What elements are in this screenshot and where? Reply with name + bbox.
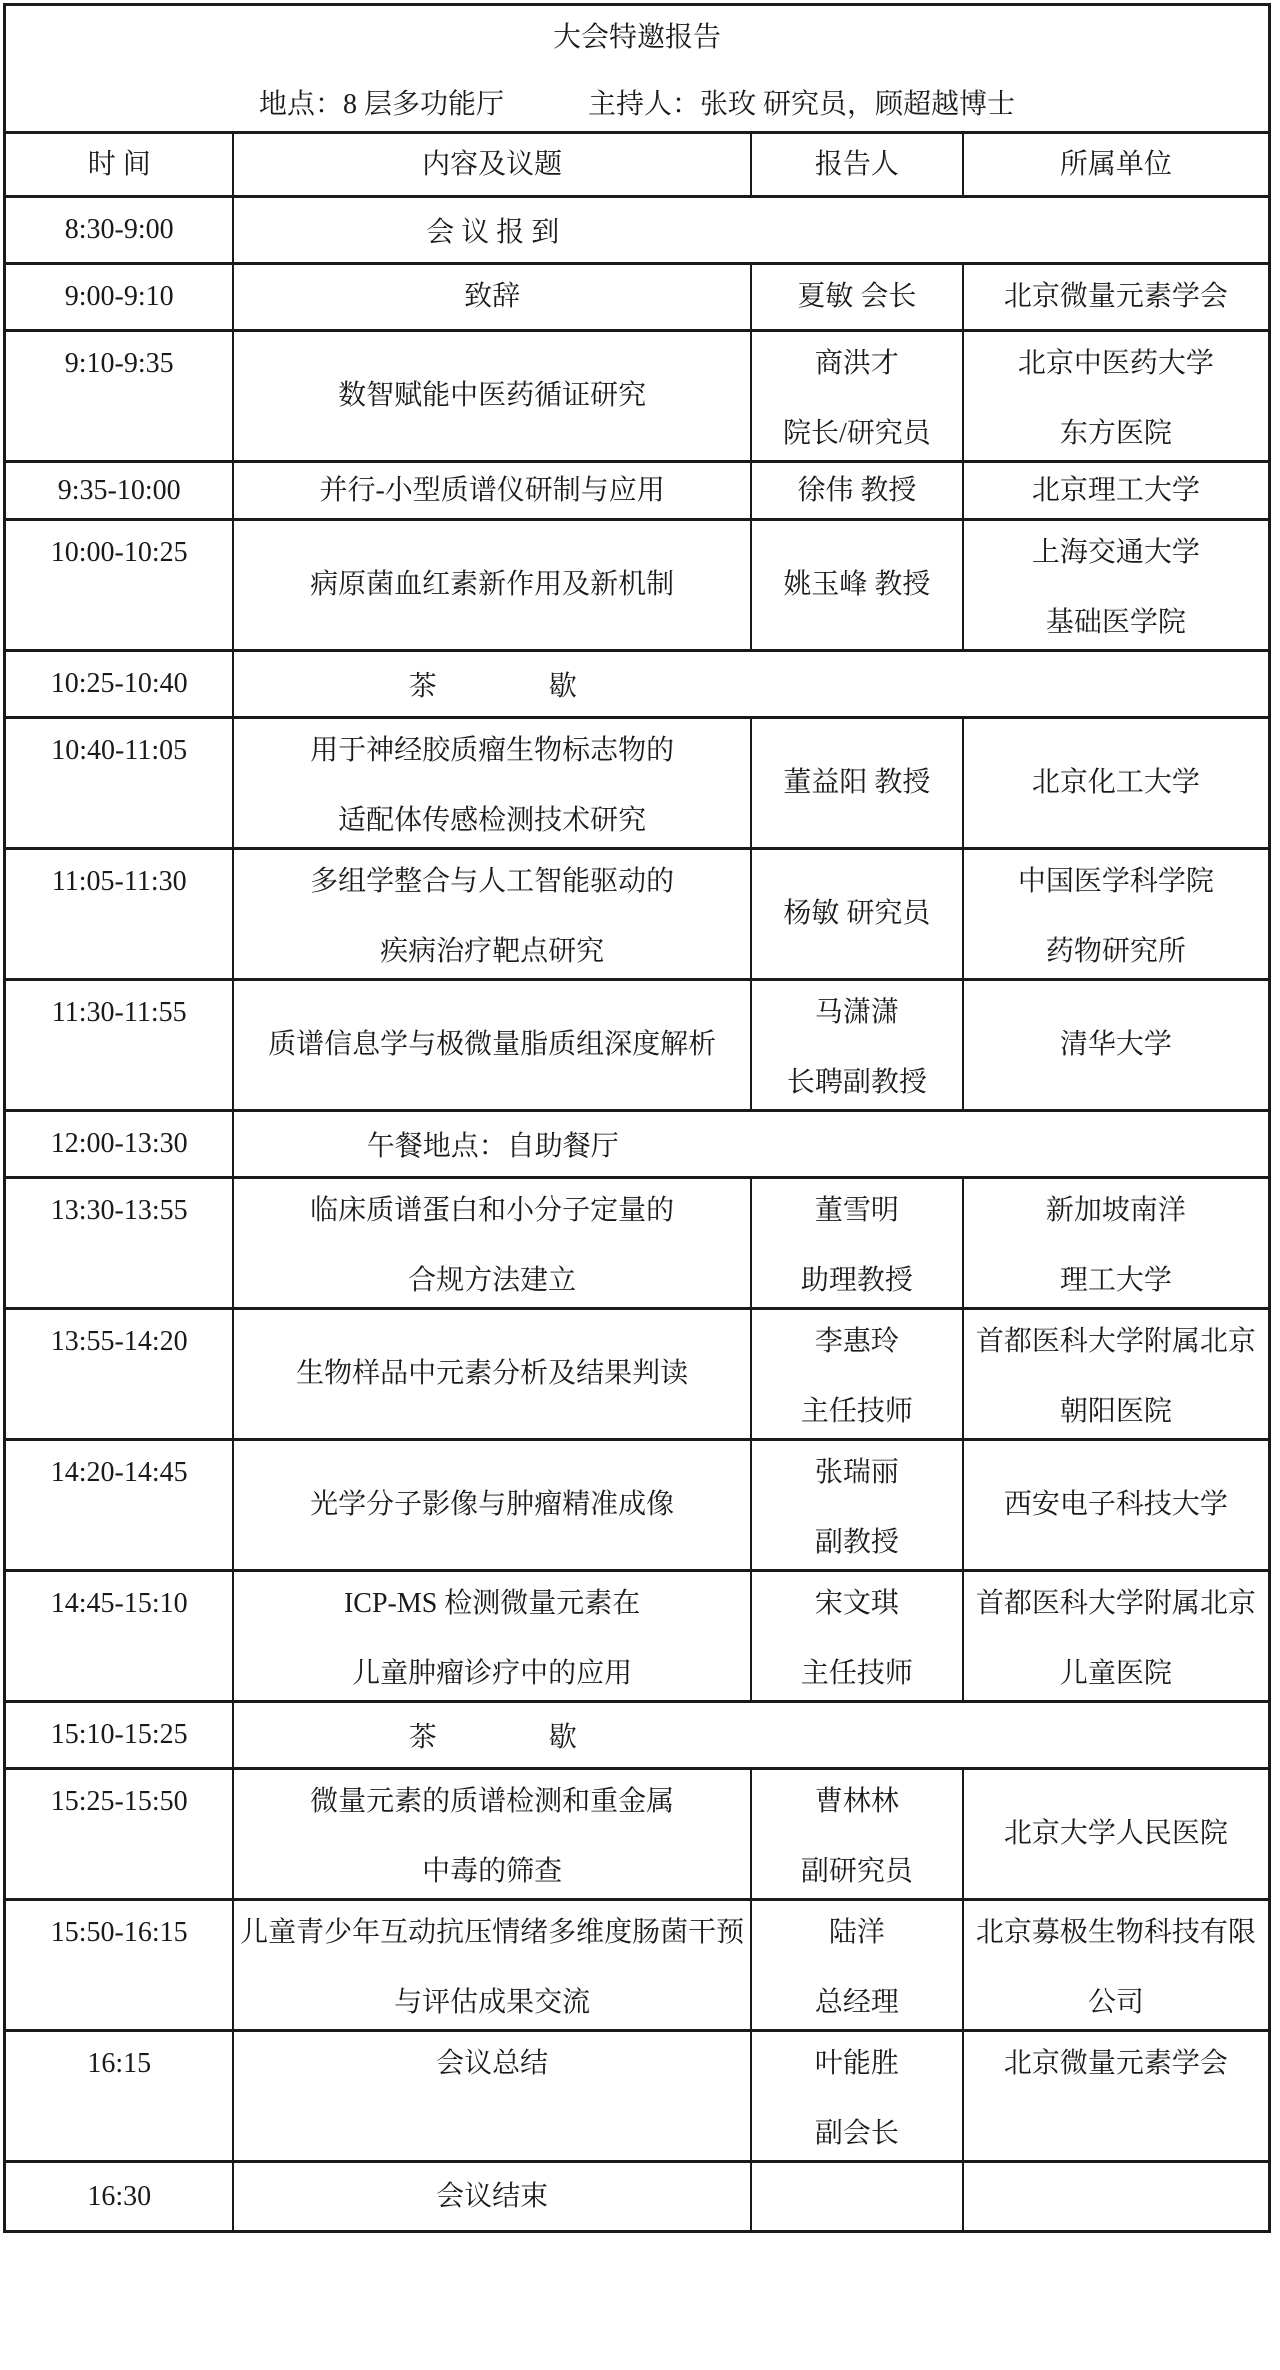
cell-line: 董雪明: [814, 1195, 899, 1226]
cell-line: 13:30-13:55: [50, 1195, 188, 1226]
cell-line: [116, 2118, 123, 2150]
topic-cell: [234, 981, 751, 1109]
cell-line: 合规方法建立: [408, 1265, 577, 1296]
time-cell: [6, 1441, 234, 1569]
speaker-cell: [752, 1572, 964, 1700]
cell-line: 13:55-14:20: [50, 1326, 188, 1357]
cell-line: 10:40-11:05: [51, 735, 188, 766]
cell-line: [116, 1987, 123, 2019]
table-row: [6, 719, 1268, 850]
topic-cell: [234, 850, 751, 978]
cell-line: [116, 607, 123, 639]
time-cell: [6, 652, 234, 716]
cell-line: 徐伟 教授: [797, 474, 917, 506]
cell-line: 儿童青少年互动抗压情绪多维度肠菌干预: [240, 1917, 745, 1948]
affiliation-cell: [964, 2163, 1268, 2230]
speaker-cell: [752, 521, 964, 649]
cell-line: 14:20-14:45: [50, 1457, 188, 1488]
time-cell: [6, 1179, 234, 1307]
table-row: [6, 1901, 1268, 2032]
time-cell: [6, 2163, 234, 2230]
cell-line: 理工大学: [1059, 1265, 1172, 1296]
header-topic-label: 内容及议题: [422, 148, 563, 180]
topic-cell: [234, 265, 751, 329]
cell-line: 北京微量元素学会: [1003, 2048, 1228, 2079]
speaker-cell: [752, 1179, 964, 1307]
cell-line: 宋文琪: [814, 1588, 899, 1619]
time-cell: [6, 198, 234, 262]
title-cell: [6, 6, 1268, 131]
cell-line: 院长/研究员: [782, 418, 931, 449]
speaker-cell: [752, 1441, 964, 1569]
affiliation-cell: [964, 332, 1268, 460]
table-row: [6, 1179, 1268, 1310]
cell-line: 商洪才: [814, 348, 899, 379]
affiliation-cell: [964, 521, 1268, 649]
cell-line: 致辞: [464, 281, 521, 312]
table-row: [6, 198, 1268, 265]
topic-cell: [234, 1441, 751, 1569]
cell-line: 病原菌血红素新作用及新机制: [310, 569, 675, 600]
topic-cell: [234, 719, 751, 847]
topic-cell: [234, 1572, 751, 1700]
cell-line: 北京理工大学: [1031, 474, 1200, 506]
affiliation-cell: [964, 1572, 1268, 1700]
topic-cell: [234, 2032, 751, 2160]
time-cell: [6, 521, 234, 649]
cell-line: 副会长: [814, 2118, 899, 2149]
speaker-cell: [752, 850, 964, 978]
cell-line: 北京中医药大学: [1017, 348, 1214, 379]
cell-line: 总经理: [814, 1987, 899, 2018]
cell-line: 长聘副教授: [786, 1067, 927, 1098]
cell-line: 疾病治疗靶点研究: [380, 936, 605, 967]
cell-line: 新加坡南洋: [1045, 1195, 1186, 1226]
speaker-cell: [752, 719, 964, 847]
merged-cell-text: 茶 歇: [408, 1722, 577, 1753]
time-cell: [6, 850, 234, 978]
affiliation-cell: [964, 719, 1268, 847]
cell-line: [116, 1658, 123, 1690]
cell-line: [116, 936, 123, 968]
cell-line: 微量元素的质谱检测和重金属: [310, 1786, 675, 1817]
cell-line: 西安电子科技大学: [1003, 1489, 1228, 1520]
cell-line: 清华大学: [1059, 1029, 1172, 1060]
table-row: [6, 1572, 1268, 1703]
speaker-cell: [752, 463, 964, 518]
cell-line: 并行-小型质谱仪研制与应用: [319, 474, 665, 506]
cell-line: 东方医院: [1059, 418, 1172, 449]
time-cell: [6, 981, 234, 1109]
cell-line: [489, 2118, 496, 2150]
cell-line: 中国医学科学院: [1017, 866, 1214, 897]
cell-line: 会议结束: [436, 2180, 549, 2212]
cell-line: 15:10-15:25: [50, 1719, 188, 1750]
cell-line: 李惠玲: [814, 1326, 899, 1357]
cell-line: 10:00-10:25: [50, 537, 188, 568]
cell-line: 北京募极生物科技有限: [975, 1917, 1256, 1948]
cell-line: 11:30-11:55: [51, 997, 187, 1028]
cell-line: 生物样品中元素分析及结果判读: [296, 1358, 689, 1389]
cell-line: 9:00-9:10: [64, 281, 174, 312]
cell-line: 8:30-9:00: [64, 214, 174, 245]
conference-schedule-table: [3, 3, 1271, 2233]
cell-line: 数智赋能中医药循证研究: [338, 380, 647, 411]
cell-line: 朝阳医院: [1059, 1396, 1172, 1427]
bottom-whitespace: [0, 2233, 1280, 2313]
speaker-cell: [752, 1310, 964, 1438]
topic-cell: [234, 1901, 751, 2029]
cell-line: 12:00-13:30: [50, 1128, 188, 1159]
affiliation-cell: [964, 2032, 1268, 2160]
table-row: [6, 1441, 1268, 1572]
cell-line: [116, 1856, 123, 1888]
cell-line: 9:35-10:00: [57, 474, 181, 506]
cell-line: 11:05-11:30: [51, 866, 187, 897]
speaker-cell: [752, 2163, 964, 2230]
cell-line: 北京化工大学: [1031, 767, 1200, 798]
schedule-rows: [6, 198, 1268, 2230]
cell-line: 光学分子影像与肿瘤精准成像: [310, 1489, 675, 1520]
header-affiliation-label: 所属单位: [1059, 148, 1172, 180]
cell-line: 用于神经胶质瘤生物标志物的: [310, 735, 675, 766]
merged-cell: [234, 1703, 1268, 1767]
affiliation-cell: [964, 1901, 1268, 2029]
merged-cell: [234, 652, 1268, 716]
table-row: [6, 981, 1268, 1112]
cell-line: 副研究员: [800, 1856, 913, 1887]
header-affiliation: [964, 134, 1268, 195]
cell-line: 15:50-16:15: [50, 1917, 188, 1948]
topic-cell: [234, 1179, 751, 1307]
cell-line: 药物研究所: [1045, 936, 1186, 967]
header-time: [6, 134, 234, 195]
cell-line: 曹林林: [814, 1786, 899, 1817]
cell-line: 北京微量元素学会: [1003, 281, 1228, 312]
table-row: [6, 1112, 1268, 1179]
time-cell: [6, 1310, 234, 1438]
affiliation-cell: [964, 463, 1268, 518]
merged-cell-text: 午餐地点：自助餐厅: [366, 1131, 619, 1162]
affiliation-cell: [964, 265, 1268, 329]
header-speaker-label: 报告人: [814, 148, 899, 180]
merged-cell-text: 茶 歇: [408, 671, 577, 702]
table-row: [6, 652, 1268, 719]
cell-line: 16:30: [87, 2180, 152, 2212]
time-cell: [6, 1770, 234, 1898]
table-row: [6, 850, 1268, 981]
cell-line: 叶能胜: [814, 2048, 899, 2079]
cell-line: 儿童肿瘤诊疗中的应用: [352, 1658, 633, 1689]
cell-line: [116, 1265, 123, 1297]
venue-host-line: 地点：8 层多功能厅 主持人：张玫 研究员，顾超越博士: [258, 89, 1015, 120]
topic-cell: [234, 2163, 751, 2230]
speaker-cell: [752, 1901, 964, 2029]
cell-line: [116, 418, 123, 450]
cell-line: 主任技师: [800, 1396, 913, 1427]
header-topic: [234, 134, 751, 195]
topic-cell: [234, 463, 751, 518]
cell-line: 公司: [1087, 1987, 1144, 2018]
cell-line: 14:45-15:10: [50, 1588, 188, 1619]
title-row: [6, 6, 1268, 134]
cell-line: 基础医学院: [1045, 607, 1186, 638]
table-row: [6, 463, 1268, 521]
cell-line: 主任技师: [800, 1658, 913, 1689]
cell-line: [116, 805, 123, 837]
table-row: [6, 2163, 1268, 2230]
cell-line: 质谱信息学与极微量脂质组深度解析: [268, 1029, 717, 1060]
cell-line: 15:25-15:50: [50, 1786, 188, 1817]
cell-line: 中毒的筛查: [422, 1856, 563, 1887]
time-cell: [6, 2032, 234, 2160]
header-speaker: [752, 134, 964, 195]
cell-line: 多组学整合与人工智能驱动的: [310, 866, 675, 897]
cell-line: ICP-MS 检测微量元素在: [343, 1588, 641, 1619]
cell-line: 会议总结: [436, 2048, 549, 2079]
cell-line: 陆洋: [828, 1917, 885, 1948]
cell-line: 副教授: [814, 1527, 899, 1558]
time-cell: [6, 463, 234, 518]
speaker-cell: [752, 332, 964, 460]
cell-line: 上海交通大学: [1031, 537, 1200, 568]
cell-line: 杨敏 研究员: [783, 898, 931, 929]
affiliation-cell: [964, 1310, 1268, 1438]
table-row: [6, 265, 1268, 332]
speaker-cell: [752, 2032, 964, 2160]
cell-line: 马潇潇: [814, 997, 899, 1028]
cell-line: 适配体传感检测技术研究: [338, 805, 647, 836]
cell-line: 夏敏 会长: [797, 281, 917, 312]
topic-cell: [234, 332, 751, 460]
cell-line: 9:10-9:35: [64, 348, 174, 379]
table-row: [6, 1310, 1268, 1441]
time-cell: [6, 332, 234, 460]
affiliation-cell: [964, 1179, 1268, 1307]
table-row: [6, 521, 1268, 652]
merged-cell: [234, 198, 1268, 262]
cell-line: 16:15: [87, 2048, 152, 2079]
affiliation-cell: [964, 1441, 1268, 1569]
cell-line: 与评估成果交流: [394, 1987, 591, 2018]
speaker-cell: [752, 981, 964, 1109]
time-cell: [6, 1572, 234, 1700]
merged-cell: [234, 1112, 1268, 1176]
merged-cell-text: 会 议 报 到: [426, 217, 560, 248]
time-cell: [6, 719, 234, 847]
topic-cell: [234, 1770, 751, 1898]
cell-line: 张瑞丽: [814, 1457, 899, 1488]
table-row: [6, 1770, 1268, 1901]
column-header-row: [6, 134, 1268, 198]
page-title: 大会特邀报告: [552, 22, 721, 53]
table-row: [6, 1703, 1268, 1770]
cell-line: 临床质谱蛋白和小分子定量的: [310, 1195, 675, 1226]
cell-line: 10:25-10:40: [50, 668, 188, 699]
time-cell: [6, 265, 234, 329]
cell-line: 儿童医院: [1059, 1658, 1172, 1689]
speaker-cell: [752, 1770, 964, 1898]
topic-cell: [234, 1310, 751, 1438]
cell-line: 姚玉峰 教授: [783, 569, 931, 600]
cell-line: 北京大学人民医院: [1003, 1818, 1228, 1849]
cell-line: 首都医科大学附属北京: [975, 1588, 1256, 1619]
cell-line: 助理教授: [800, 1265, 913, 1296]
time-cell: [6, 1901, 234, 2029]
cell-line: [1112, 2118, 1119, 2150]
time-cell: [6, 1112, 234, 1176]
cell-line: [116, 1527, 123, 1559]
cell-line: [116, 1067, 123, 1099]
speaker-cell: [752, 265, 964, 329]
cell-line: 董益阳 教授: [783, 767, 931, 798]
cell-line: 首都医科大学附属北京: [975, 1326, 1256, 1357]
table-row: [6, 332, 1268, 463]
affiliation-cell: [964, 1770, 1268, 1898]
affiliation-cell: [964, 850, 1268, 978]
affiliation-cell: [964, 981, 1268, 1109]
cell-line: [116, 1396, 123, 1428]
header-time-label: 时 间: [87, 148, 151, 180]
time-cell: [6, 1703, 234, 1767]
table-row: [6, 2032, 1268, 2163]
topic-cell: [234, 521, 751, 649]
